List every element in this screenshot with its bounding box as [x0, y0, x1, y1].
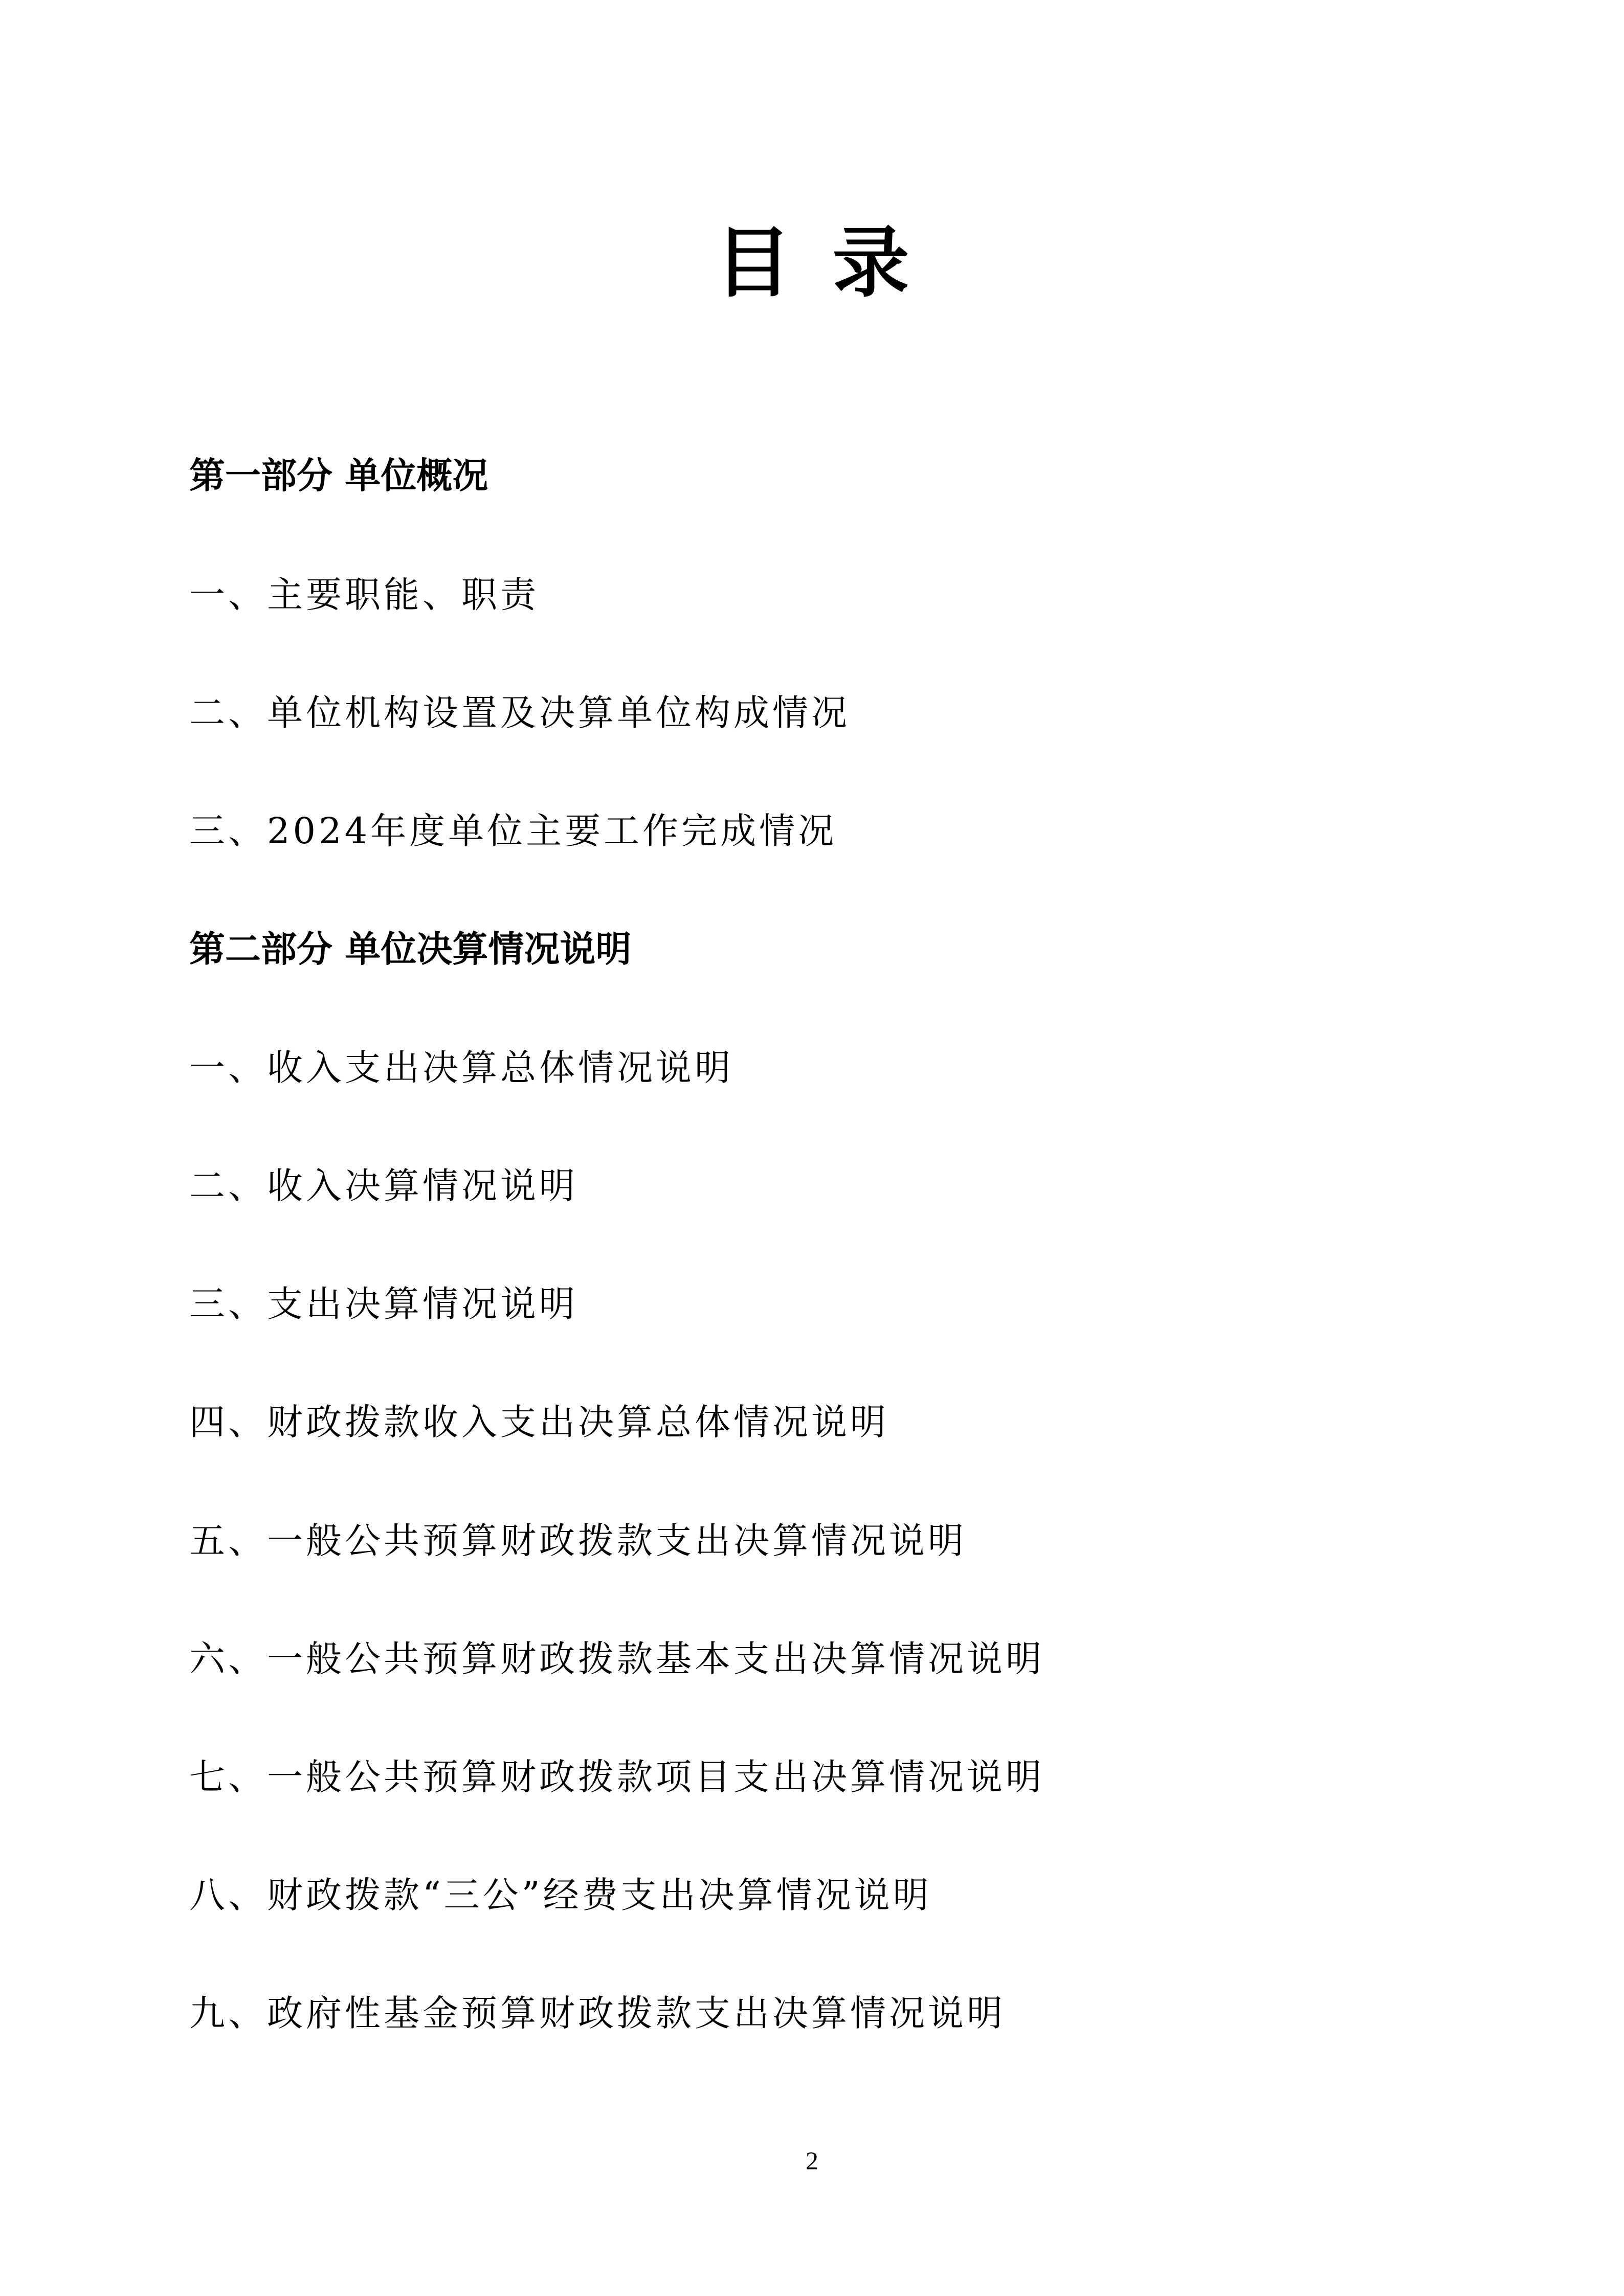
- toc-item: 一、主要职能、职责: [189, 574, 539, 616]
- toc-item: 二、单位机构设置及决算单位构成情况: [189, 692, 850, 734]
- toc-item: 三、支出决算情况说明: [189, 1283, 578, 1325]
- toc-item: 七、一般公共预算财政拨款项目支出决算情况说明: [189, 1756, 1044, 1798]
- page-number: 2: [806, 2146, 818, 2175]
- toc-part-2-heading: 第二部分 单位决算情况说明: [189, 928, 632, 970]
- toc-item: 五、一般公共预算财政拨款支出决算情况说明: [189, 1520, 967, 1562]
- toc-item: 二、收入决算情况说明: [189, 1165, 578, 1207]
- toc-part-1-heading: 第一部分 单位概况: [189, 455, 488, 497]
- toc-item: 三、2024年度单位主要工作完成情况: [189, 810, 837, 852]
- toc-item: 四、财政拨款收入支出决算总体情况说明: [189, 1401, 889, 1443]
- toc-item: 六、一般公共预算财政拨款基本支出决算情况说明: [189, 1638, 1044, 1680]
- toc-item: 八、财政拨款“三公”经费支出决算情况说明: [189, 1874, 932, 1916]
- toc-item: 九、政府性基金预算财政拨款支出决算情况说明: [189, 1992, 1006, 2034]
- page-title: 目录: [715, 219, 950, 308]
- toc-item: 一、收入支出决算总体情况说明: [189, 1047, 733, 1089]
